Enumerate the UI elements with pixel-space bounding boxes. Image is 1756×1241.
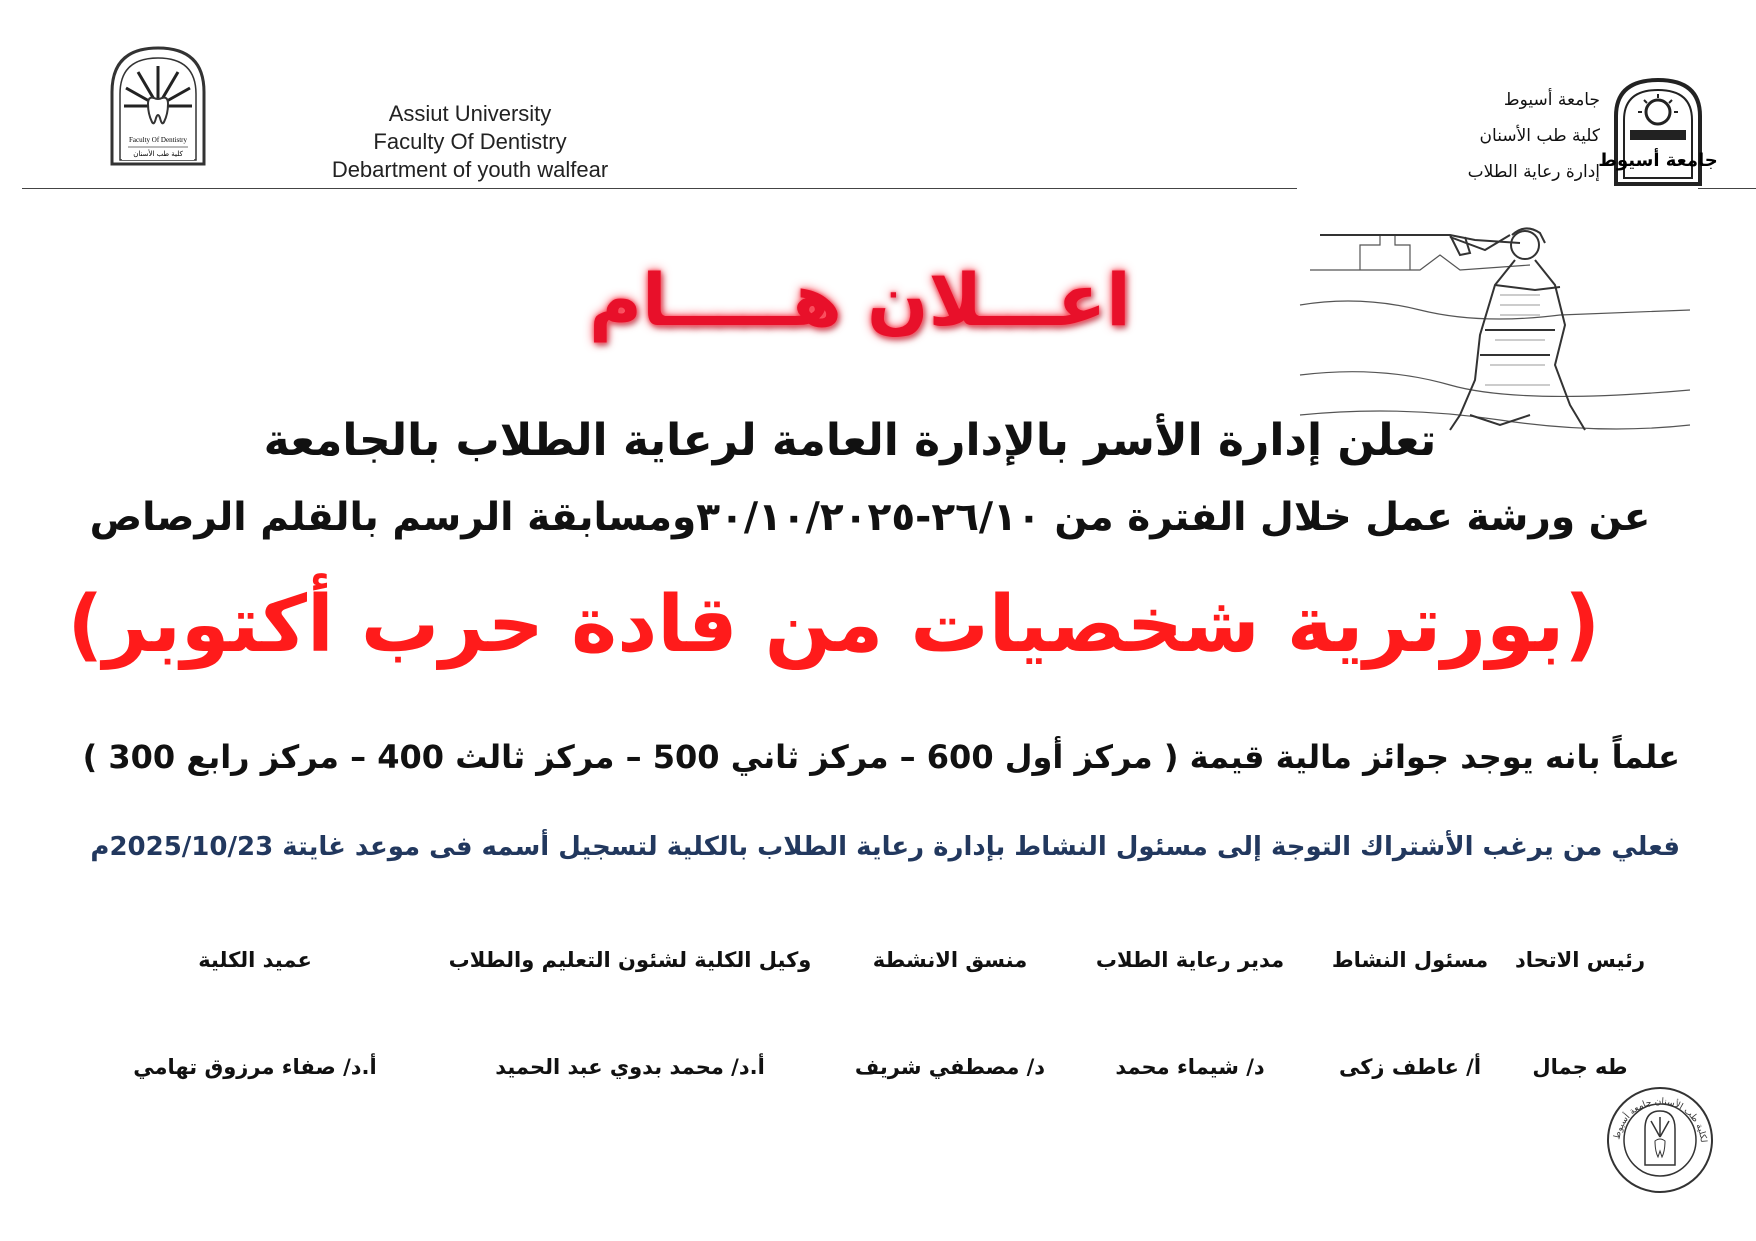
signatory-name-4: د/ مصطفي شريف <box>854 1055 1046 1079</box>
signatory-name-2: أ/ عاطف زكى <box>1338 1055 1482 1079</box>
logo-right-caption: جامعة أسيوط <box>1598 150 1718 171</box>
signatory-name-6: أ.د/ صفاء مرزوق تهامي <box>133 1055 377 1079</box>
logo-left-caption-bottom: كلية طب الأسنان <box>133 150 183 158</box>
soldier-sketch-image <box>1300 215 1690 440</box>
faculty-logo <box>108 44 208 166</box>
signatory-role-5: وكيل الكلية لشئون التعليم والطلاب <box>448 948 812 972</box>
competition-title: (بورترية شخصيات من قادة حرب أكتوبر) <box>67 580 1600 670</box>
english-header <box>270 100 670 184</box>
signatory-role-6: عميد الكلية <box>198 948 312 972</box>
signatory-name-3: د/ شيماء محمد <box>1115 1055 1265 1079</box>
signatory-role-4: منسق الانشطة <box>872 948 1028 972</box>
announcement-headline: اعـــلان هـــــام <box>589 258 1131 342</box>
arabic-header-line-3: إدارة رعاية الطلاب <box>1467 162 1600 182</box>
header-divider-right <box>1698 188 1756 189</box>
university-logo <box>1598 76 1718 186</box>
arabic-header-line-1: جامعة أسيوط <box>1503 90 1600 110</box>
logo-left-caption-top: Faculty Of Dentistry <box>129 136 187 144</box>
signatory-name-1: طه جمال <box>1532 1055 1628 1079</box>
svg-text:الصفحة الرسمية لكلية طب الأسنا <box>1605 1085 1708 1146</box>
signatory-role-1: رئيس الاتحاد <box>1514 948 1646 972</box>
signatory-name-5: أ.د/ محمد بدوي عبد الحميد <box>495 1055 765 1079</box>
header-divider <box>22 188 1297 189</box>
arabic-header-line-2: كلية طب الأسنان <box>1479 126 1600 146</box>
prizes-line: علماً بانه يوجد جوائز مالية قيمة ( مركز أول 600 – مركز ثاني 500 – مركز ثالث 400 – مركز رابع 300 ) <box>82 738 1680 776</box>
announcement-workshop-line: عن ورشة عمل خلال الفترة من ٢٦/١٠-٣٠/١٠/٢٠٢٥ومسابقة الرسم بالقلم الرصاص <box>89 495 1651 540</box>
announcement-organizer-line: تعلن إدارة الأسر بالإدارة العامة لرعاية الطلاب بالجامعة <box>263 415 1437 466</box>
english-header-line-1: Assiut University <box>388 101 552 126</box>
signatory-role-2: مسئول النشاط <box>1331 948 1489 972</box>
arabic-header <box>1380 82 1600 190</box>
english-header-line-2: Faculty Of Dentistry <box>373 129 567 154</box>
signatory-role-3: مدير رعاية الطلاب <box>1095 948 1285 972</box>
stamp-text: لكلية طب الأسنان جامعة أسيوط <box>1612 1096 1708 1144</box>
english-header-line-3: Debartment of youth walfear <box>331 157 609 182</box>
official-stamp <box>1605 1085 1715 1195</box>
registration-line: فعلي من يرغب الأشتراك التوجة إلى مسئول النشاط بإدارة رعاية الطلاب بالكلية لتسجيل أسمه فى موعد غايتة 2025/10/23م <box>90 832 1680 862</box>
